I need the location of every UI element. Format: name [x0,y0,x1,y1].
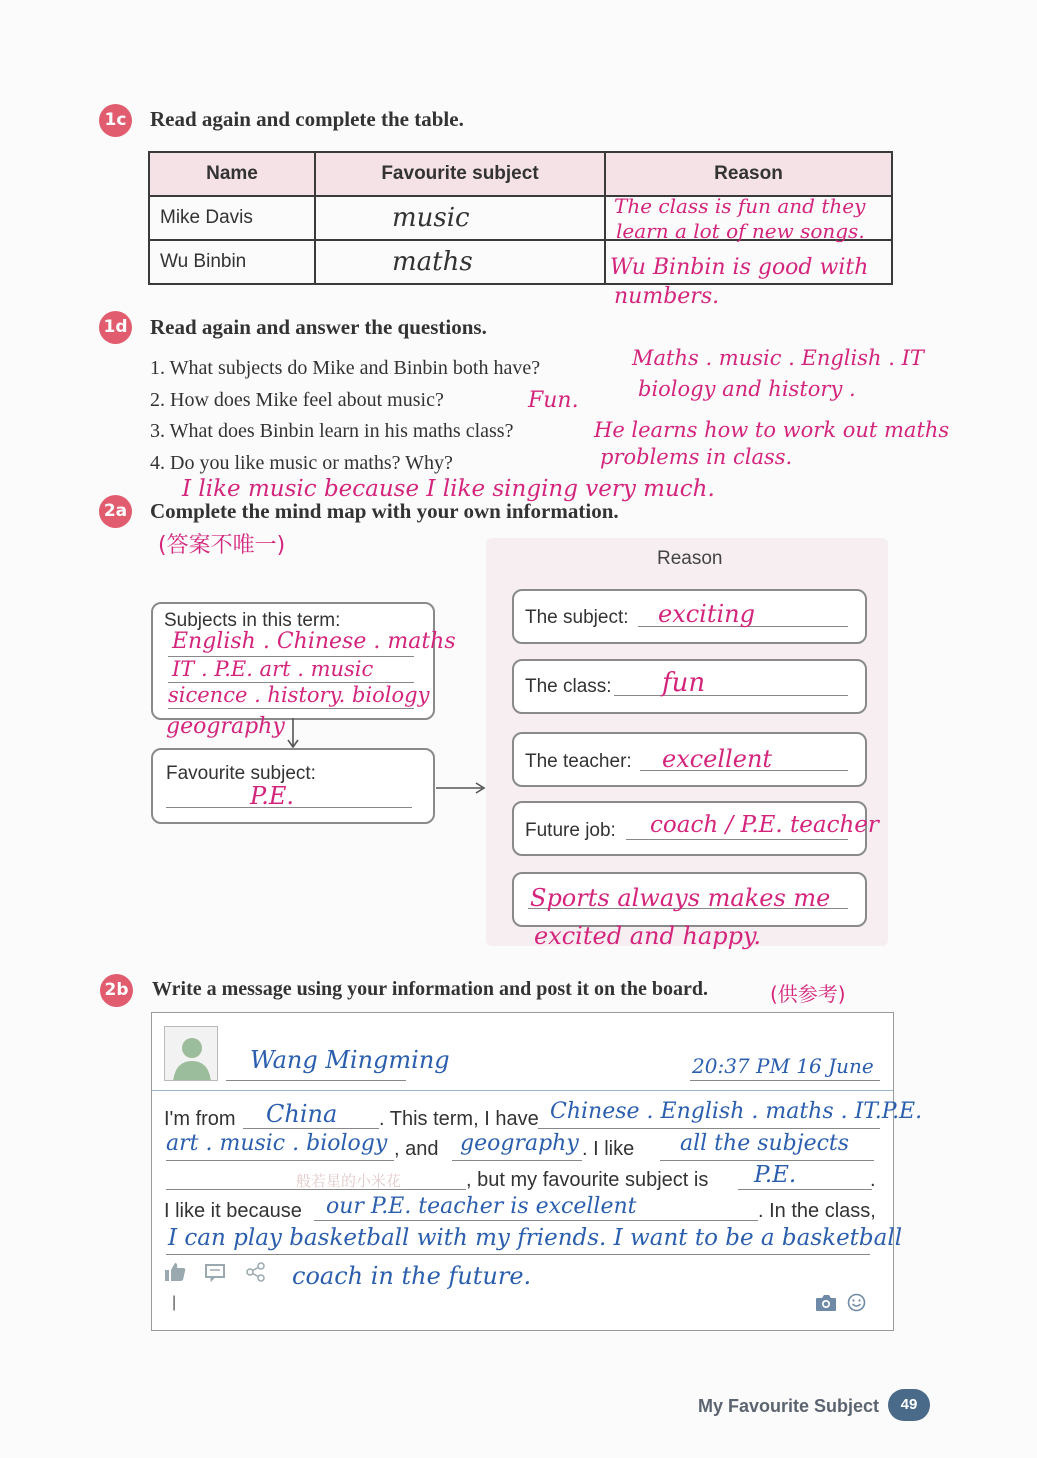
blank-have-1 [538,1128,880,1129]
camera-icon[interactable] [815,1294,837,1312]
right-arrow-icon [436,780,486,796]
value-have-2: art . music . biology [166,1131,388,1156]
subjects-label: Subjects in this term: [164,610,341,631]
subjects-value-2: IT . P.E. art . music [172,657,374,681]
reason-value-teacher: excellent [662,745,773,773]
question-2: 2. How does Mike feel about music? [150,389,444,411]
text-like: . I like [582,1138,635,1160]
subjects-value-1: English . Chinese . maths [172,629,456,654]
reason-label-class: The class: [525,676,612,697]
section-heading-1d: Read again and answer the questions. [150,315,487,339]
blank-because [314,1220,758,1221]
reason-line-job [626,839,848,840]
value-fav: P.E. [754,1162,797,1188]
message-header-divider [152,1090,893,1091]
reason-value-job: coach / P.E. teacher [650,812,879,838]
subjects-value-3: sicence . history. biology [168,683,430,707]
answer-3-line1: He learns how to work out maths [594,418,950,442]
blank-from [243,1128,379,1129]
like-icon[interactable] [164,1262,186,1282]
reason-wu-line1: Wu Binbin is good with [610,255,869,280]
footer-title: My Favourite Subject [698,1396,880,1416]
comment-icon[interactable] [205,1264,225,1282]
reason-wu-line2: numbers. [614,284,720,309]
cell-name: Mike Davis [149,196,315,240]
emoji-icon[interactable] [847,1293,866,1312]
col-header-reason: Reason [605,152,892,196]
reason-label-teacher: The teacher: [525,751,632,772]
reason-mike-line2: learn a lot of new songs. [616,219,865,243]
reason-title: Reason [657,548,723,569]
text-because: I like it because [164,1200,302,1222]
answer-1-line2: biology and history . [638,377,856,401]
question-3: 3. What does Binbin learn in his maths class? [150,420,514,442]
user-icon [165,1027,218,1081]
text-dot: . [870,1169,876,1191]
value-and: geography [460,1131,579,1156]
avatar [164,1026,218,1081]
page-number: 49 [888,1389,930,1421]
reason-label-subject: The subject: [525,607,629,628]
reason-label-job: Future job: [525,820,616,841]
section-heading-1c: Read again and complete the table. [150,107,464,131]
blank-class [166,1254,870,1255]
watermark: 般若星的小米花 [296,1172,402,1190]
col-header-name: Name [149,152,315,196]
time-line [690,1080,880,1081]
blank-fav [738,1189,872,1190]
note-answer-not-unique: (答案不唯一) [158,533,286,558]
col-header-subject: Favourite subject [315,152,605,196]
reason-mike-line1: The class is fun and they [614,194,866,218]
blank-and [452,1160,582,1161]
answer-4: I like music because I like singing very much. [182,476,715,502]
value-class-2: coach in the future. [292,1262,532,1290]
reason-value-extra-2: excited and happy. [534,922,761,950]
answer-3-line2: problems in class. [600,445,793,469]
value-like: all the subjects [680,1131,850,1156]
text-from: I'm from [164,1108,236,1130]
reason-line-class [614,695,848,696]
section-badge-2a: 2a [99,495,132,528]
cell-subject: music [315,196,605,240]
table-header-row [149,152,892,196]
blank-extra [166,1189,466,1190]
blank-like [660,1160,874,1161]
share-icon[interactable] [246,1262,266,1282]
subjects-value-4: geography [166,714,285,739]
section-badge-1d: 1d [99,311,132,344]
username-line [226,1080,406,1081]
value-have-1: Chinese . English . maths . IT.P.E. [550,1099,923,1124]
question-1: 1. What subjects do Mike and Binbin both have? [150,357,541,379]
text-and: , and [394,1138,439,1160]
section-heading-2a: Complete the mind map with your own information. [150,499,619,523]
reason-value-subject: exciting [658,600,755,628]
favourite-value: P.E. [250,782,295,810]
subjects-line-3 [168,708,414,709]
text-fav: , but my favourite subject is [466,1169,709,1191]
question-4: 4. Do you like music or maths? Why? [150,452,453,474]
cell-subject: maths [315,240,605,284]
section-badge-1c: 1c [99,104,132,137]
favourite-label: Favourite subject: [166,763,316,784]
text-cursor[interactable]: | [172,1294,177,1311]
blank-have-2 [166,1160,394,1161]
text-have: . This term, I have [379,1108,539,1130]
cell-name: Wu Binbin [149,240,315,284]
section-heading-2b: Write a message using your information and post it on the board. [152,978,708,1000]
value-from: China [266,1100,338,1128]
answer-2: Fun. [528,388,579,413]
down-arrow-icon [286,718,300,750]
section-badge-2b: 2b [100,974,133,1007]
reason-value-extra-1: Sports always makes me [530,884,831,912]
answer-1-line1: Maths . music . English . IT [632,346,924,370]
value-class-1: I can play basketball with my friends. I want to be a basketball [168,1225,903,1251]
value-because: our P.E. teacher is excellent [326,1194,637,1219]
reason-value-class: fun [662,668,706,698]
post-time: 20:37 PM 16 June [692,1054,874,1078]
username[interactable]: Wang Mingming [250,1046,450,1074]
note-for-reference: (供参考) [770,982,846,1006]
text-class: . In the class, [758,1200,876,1222]
